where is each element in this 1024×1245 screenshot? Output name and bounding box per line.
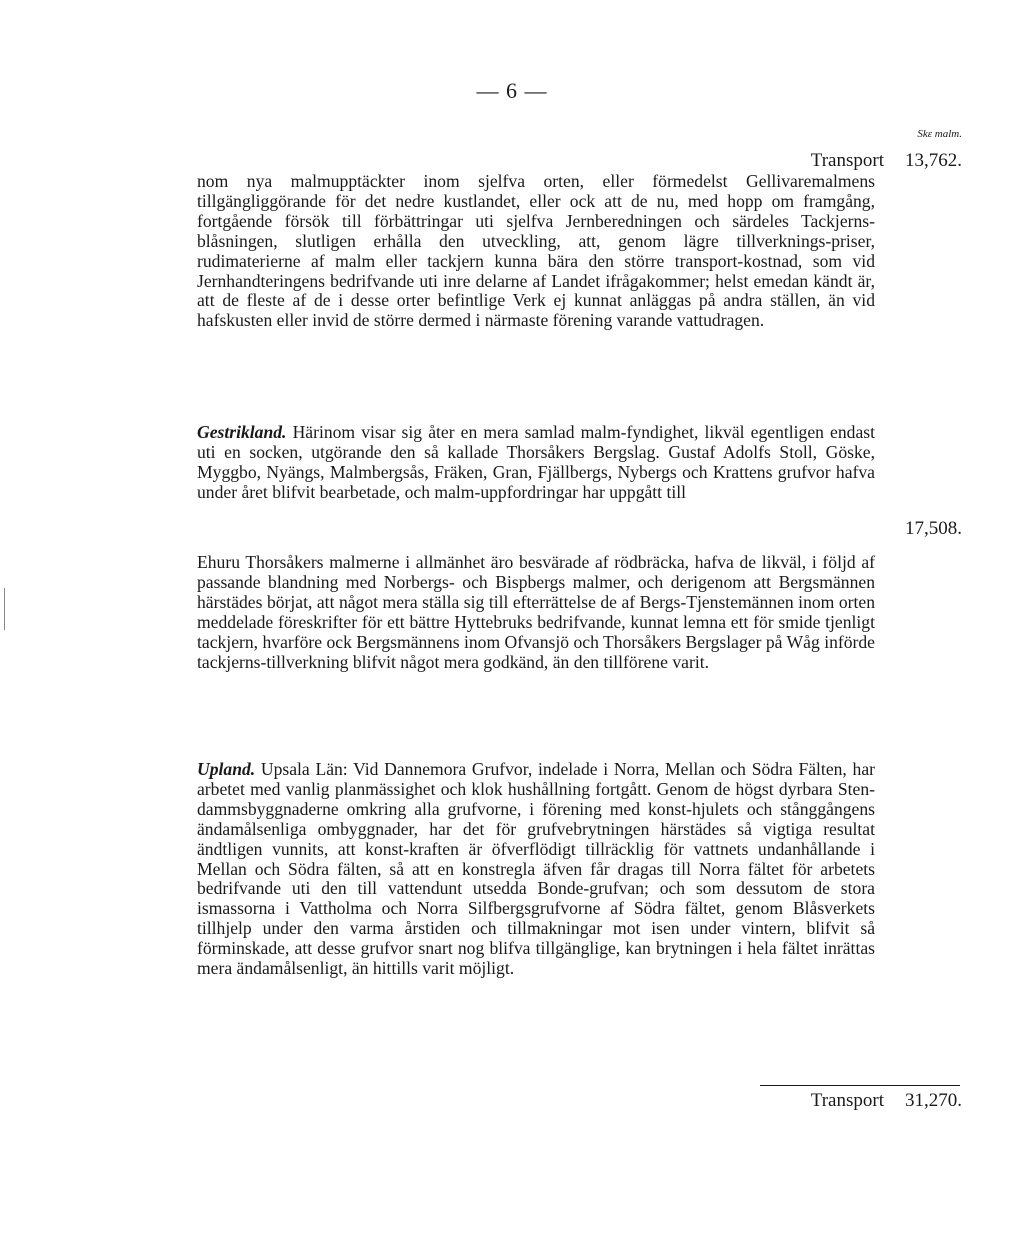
paragraph-gestrikland-text: Härinom visar sig åter en mera samlad malm-fyndighet, likväl egentligen endast uti en socken, utgörande den så kallade Thorsåkers Bergslag. Gustaf Adolfs Stoll, Göske, Myggbo, Nyängs, Malmbergsås, Fräken, Gran, Fjällbergs, Nybergs och Krattens grufvor hafva under året blifvit bearbetade, och malm-uppfordringar har uppgått till (197, 422, 875, 502)
transport-rule (760, 1085, 960, 1086)
section-heading-upland: Upland. (197, 759, 256, 779)
gestrikland-amount: 17,508. (905, 518, 962, 539)
transport-bottom-amount: 31,270. (905, 1090, 962, 1111)
transport-bottom (0, 1090, 1024, 1114)
paragraph-gestrikland (197, 423, 875, 503)
transport-bottom-label: Transport (810, 1090, 884, 1111)
paragraph-intro (197, 172, 875, 331)
transport-top-label: Transport (810, 150, 884, 171)
paragraph-upland-text: Upsala Län: Vid Dannemora Grufvor, indelade i Norra, Mellan och Södra Fälten, har arbetet med vanlig planmässighet och klok hushållning fortgått. Genom de högst dyrbara Sten-dammsbyggnaderne omkring alla grufvorne, i förening med konst-hjulets och stånggångens ändamålsenliga ombyggnader, har det för grufvebrytningen härstädes så vigtiga resultat ändtligen vunnits, att konst-kraften är öfverflödigt tillräcklig för vattnets undanhållande i Mellan och Södra fälten, så att en konstregla äfven får dragas till Norra fältet för arbetets bedrifvande uti den till vattendunt utsedda Bonde-grufvan; och som dessutom de stora ismassorna i Vattholma och Norra Silfbergsgrufvorne af Södra fältet, genom Blåsverkets tillhjelp under den varma årstiden och tillmakningar mot isen under vintern, blifvit så förminskade, att desse grufvor snart nog blifva tillgänglige, kan brytningen i hela fältet inrättas mera ändamålsenligt, än hittills varit möjligt. (197, 759, 875, 979)
transport-top-amount: 13,762. (905, 150, 962, 171)
paragraph-upland (197, 760, 875, 979)
unit-label: Skε malm. (917, 128, 962, 140)
paragraph-thorsaker (197, 553, 875, 672)
margin-mark (4, 588, 5, 630)
paragraph-thorsaker-text: Ehuru Thorsåkers malmerne i allmänhet äro besvärade af rödbräcka, hafva de likväl, i följd af passande blandning med Norbergs- och Bispbergs malmer, och derigenom att Bergsmännen härstädes börjat, att något mera ställa sig till efterrättelse de af Bergs-Tjenstemännen inom orten meddelade föreskrifter för ett bättre Hyttebruks bedrifvande, kunnat lemna ett för smide tjenligt tackjern, hvarföre ock Bergsmännens inom Ofvansjö och Thorsåkers Bergslager på Wåg införde tackjerns-tillverkning blifvit något mera godkänd, än den tillförene varit. (197, 552, 875, 672)
paragraph-intro-text: nom nya malmupptäckter inom sjelfva orten, eller förmedelst Gellivaremalmens tillgängliggörande för det nedre kustlandet, eller ock att de nu, med hopp om framgång, fortgående försök till förbättringar uti sjelfva Jernberedningen och särdeles Tackjerns-blåsningen, slutligen erhålla den utveckling, att, genom lägre tillverknings-priser, rudimaterierne af malm eller tackjern kunna bära den större transport-kostnad, som vid Jernhandteringens bedrifvande uti inre delarne af Landet ifrågakommer; helst emedan kändt är, att de fleste af de i desse orter befintlige Verk ej kunnat anläggas på andra ställen, än vid hafskusten eller invid de större dermed i närmaste förening varande vattudragen. (197, 171, 875, 331)
page-number: — 6 — (476, 78, 548, 103)
section-heading-gestrikland: Gestrikland. (197, 422, 287, 442)
